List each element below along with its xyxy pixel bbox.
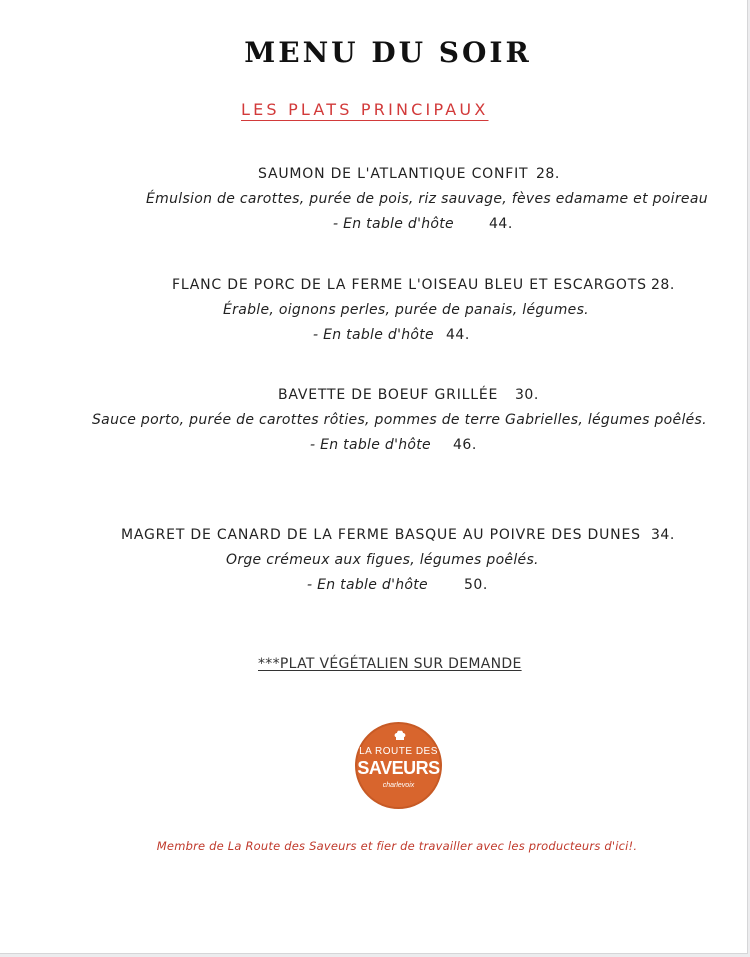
table-hote-label: - En table d'hôte xyxy=(333,216,454,232)
table-hote-label: - En table d'hôte xyxy=(307,577,428,593)
logo-line-1: LA ROUTE DES xyxy=(359,746,438,757)
table-hote-price: 50. xyxy=(464,577,488,593)
dish-name: BAVETTE DE BOEUF GRILLÉE xyxy=(278,387,499,403)
route-des-saveurs-logo xyxy=(355,722,442,809)
table-hote-price: 44. xyxy=(489,216,513,232)
logo-line-2: SAVEURS xyxy=(357,758,440,778)
dish-description: Émulsion de carottes, purée de pois, riz sauvage, fèves edamame et poireau xyxy=(146,191,708,207)
dish-description: Sauce porto, purée de carottes rôties, pommes de terre Gabrielles, légumes poêlés. xyxy=(92,412,707,428)
table-hote-label: - En table d'hôte xyxy=(313,327,434,343)
dish-name: SAUMON DE L'ATLANTIQUE CONFIT xyxy=(258,166,529,182)
dish-price: 28. xyxy=(536,166,560,182)
dish-description: Orge crémeux aux figues, légumes poêlés. xyxy=(226,552,539,568)
table-hote-price: 46. xyxy=(453,437,477,453)
vegan-note: ***PLAT VÉGÉTALIEN SUR DEMANDE xyxy=(258,656,522,672)
table-hote-price: 44. xyxy=(446,327,470,343)
dish-name: FLANC DE PORC DE LA FERME L'OISEAU BLEU ET ESCARGOTS xyxy=(172,277,647,293)
dish-description: Érable, oignons perles, purée de panais, légumes. xyxy=(223,302,589,318)
table-hote-label: - En table d'hôte xyxy=(310,437,431,453)
footer-note: Membre de La Route des Saveurs et fier de travailler avec les producteurs d'ici!. xyxy=(156,839,638,853)
dish-price: 34. xyxy=(651,527,675,543)
dish-price: 28. xyxy=(651,277,675,293)
section-title: LES PLATS PRINCIPAUX xyxy=(241,100,489,119)
logo-line-3: charlevoix xyxy=(382,782,415,789)
page-title: MENU DU SOIR xyxy=(244,36,532,69)
chef-hat-icon xyxy=(394,730,406,745)
dish-name: MAGRET DE CANARD DE LA FERME BASQUE AU POIVRE DES DUNES xyxy=(121,527,641,543)
dish-price: 30. xyxy=(515,387,539,403)
